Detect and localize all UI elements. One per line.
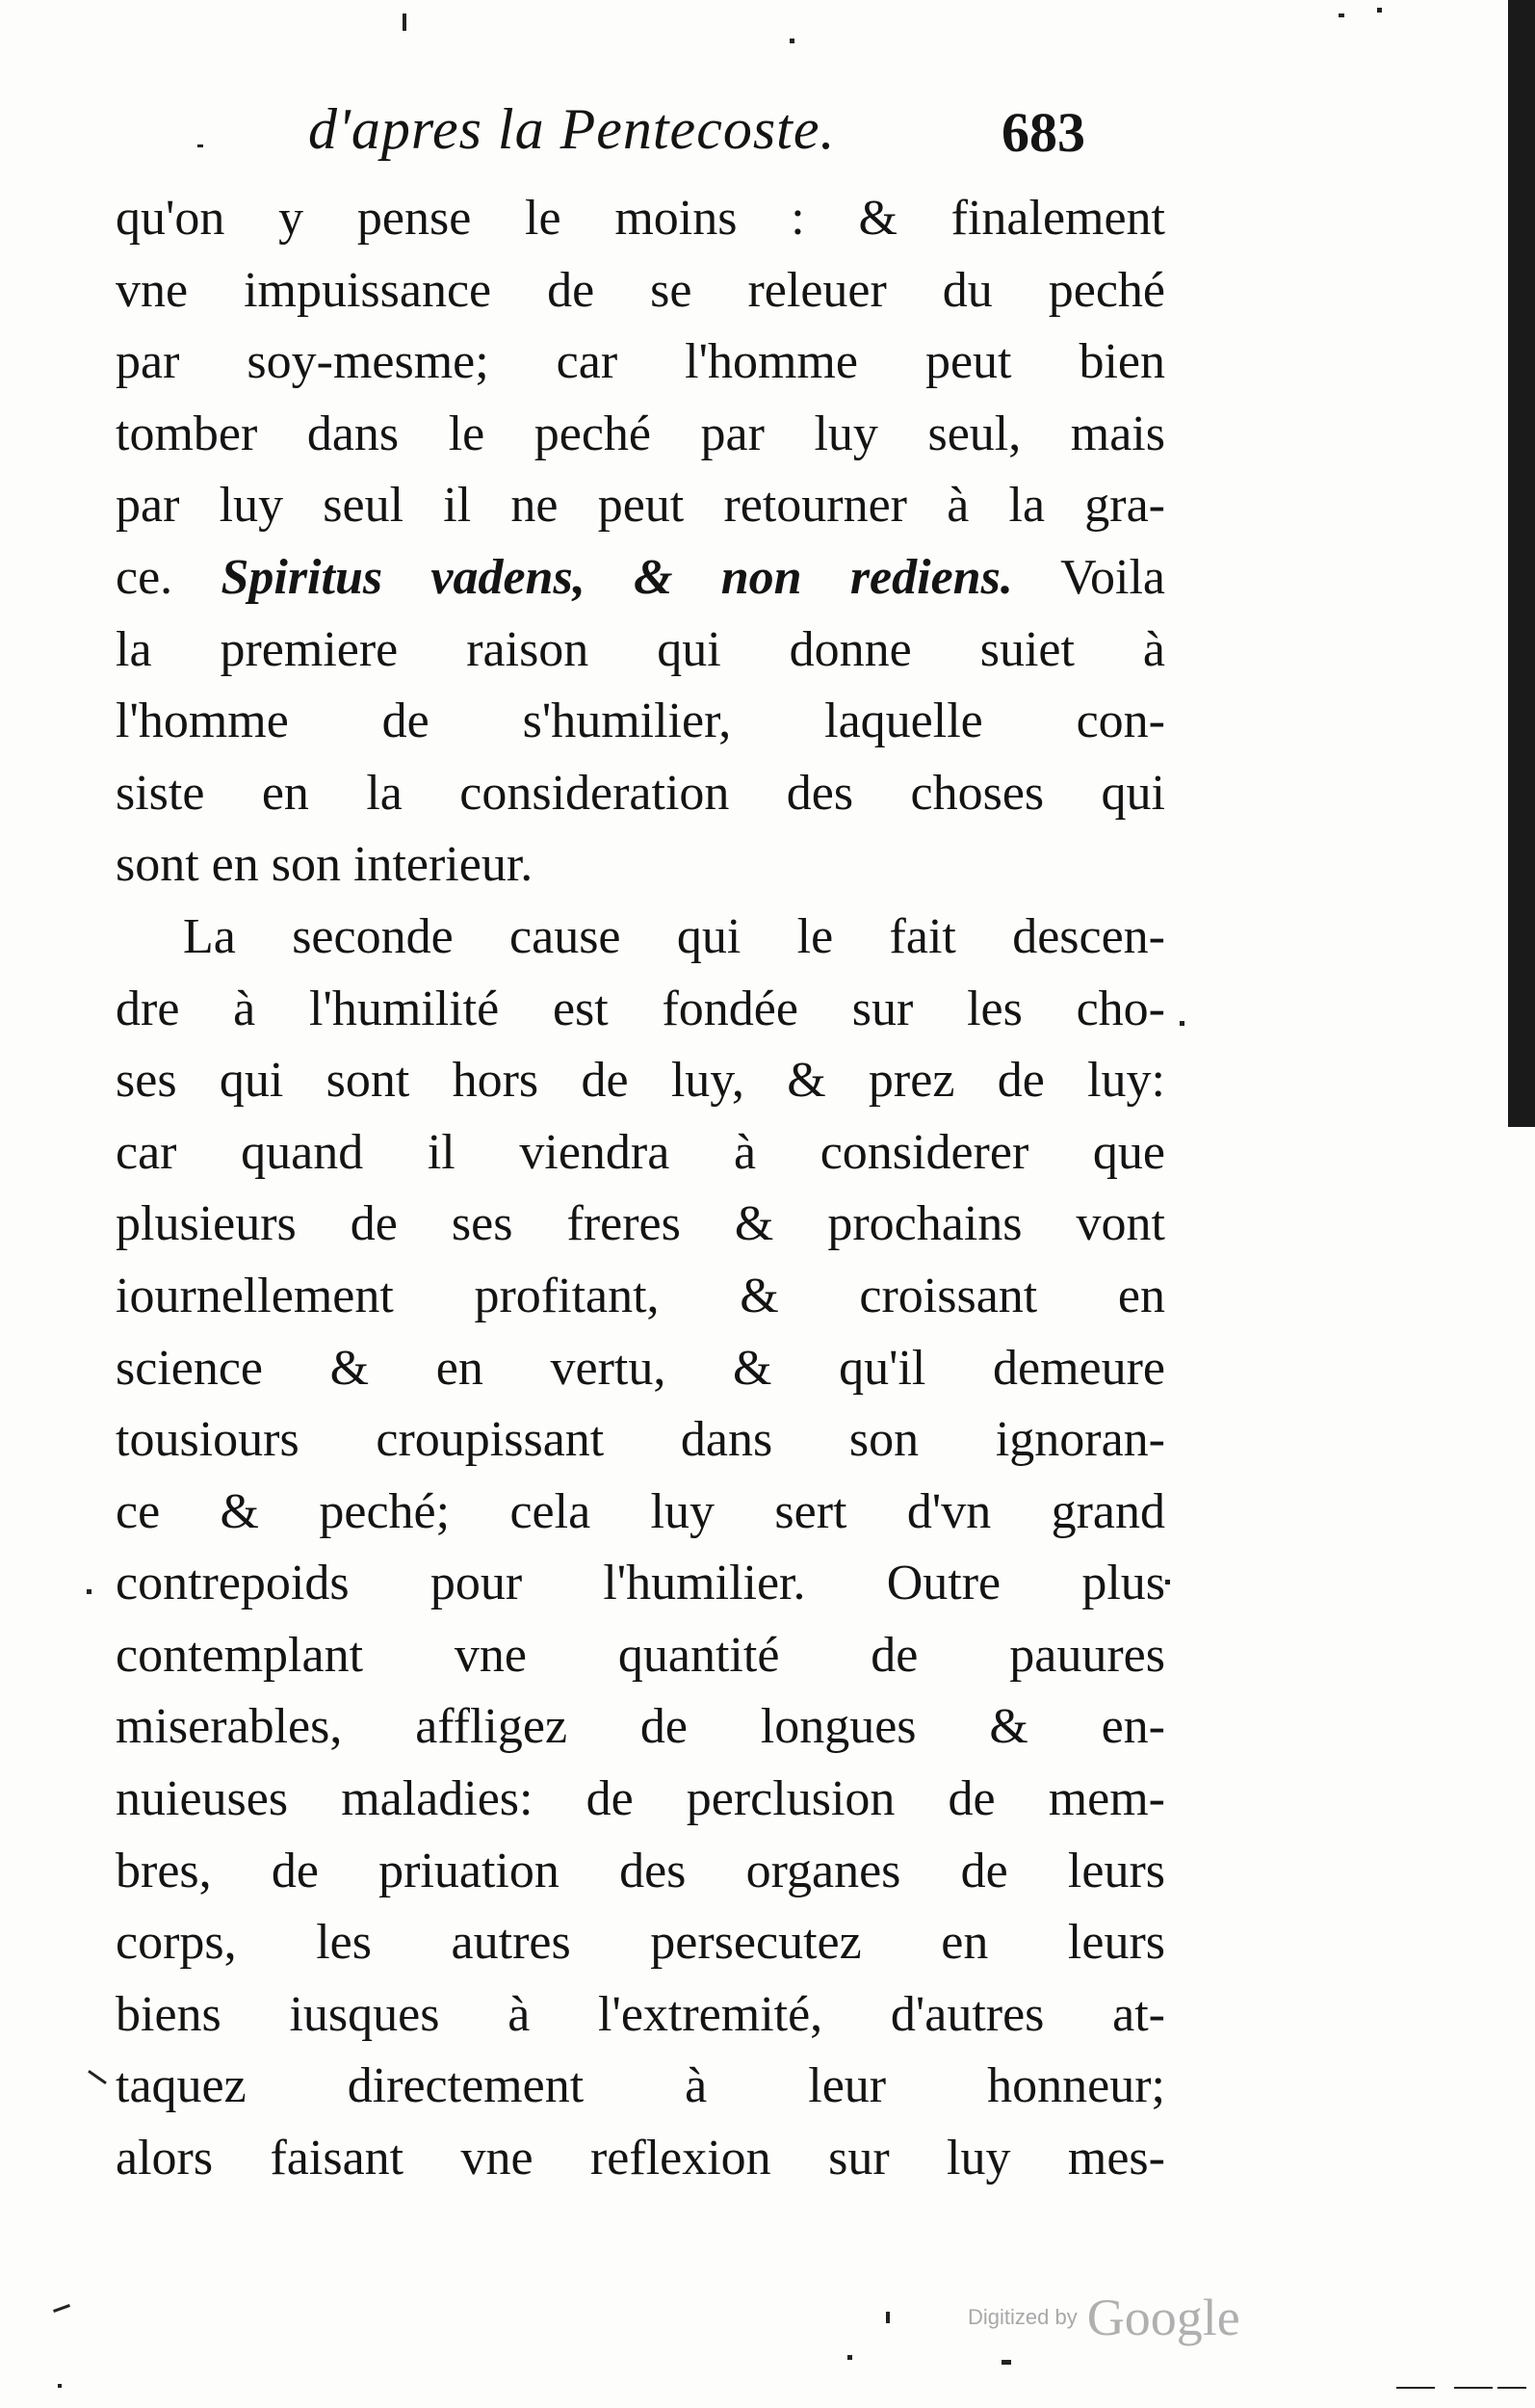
text-line: alors faisant vne reflexion sur luy mes- — [116, 2131, 1165, 2186]
text-fragment: ce. — [116, 549, 173, 605]
page-number: 683 — [1002, 101, 1085, 164]
page-edge-shadow — [1508, 0, 1535, 1127]
scan-speck — [1180, 1021, 1184, 1026]
text-line: nuieuses maladies: de perclusion de mem- — [116, 1771, 1165, 1827]
text-line-latin-quote — [116, 542, 1165, 615]
scan-speck — [847, 2355, 852, 2360]
scan-speck — [87, 1589, 91, 1594]
text-line: tousiours croupissant dans son ignoran- — [116, 1412, 1165, 1468]
text-line: vne impuissance de se releuer du peché — [116, 262, 1165, 318]
page-header — [308, 96, 1175, 183]
body-text — [116, 183, 1165, 2195]
text-line: par soy-mesme; car l'homme peut bien — [116, 334, 1165, 390]
text-line: taquez directement à leur honneur; — [116, 2058, 1165, 2114]
text-line: contrepoids pour l'humilier. Outre plus — [116, 1556, 1165, 1611]
text-line: ses qui sont hors de luy, & prez de luy: — [116, 1053, 1165, 1109]
scan-speck — [790, 39, 794, 43]
paragraph-start-line: La seconde cause qui le fait descen- — [183, 908, 1165, 964]
scan-speck — [1497, 2387, 1526, 2389]
digitized-by-watermark — [968, 2288, 1240, 2355]
scan-speck — [1377, 8, 1382, 13]
running-title: d'apres la Pentecoste. — [308, 97, 836, 161]
text-line: dre à l'humilité est fondée sur les cho- — [116, 981, 1165, 1036]
text-line: car quand il viendra à considerer que — [116, 1124, 1165, 1180]
latin-quotation: Spiritus vadens, & non rediens. — [221, 549, 1013, 605]
text-line: biens iusques à l'extremité, d'autres at- — [116, 1986, 1165, 2042]
text-line: corps, les autres persecutez en leurs — [116, 1915, 1165, 1971]
text-line: plusieurs de ses freres & prochains vont — [116, 1196, 1165, 1252]
text-line: l'homme de s'humilier, laquelle con- — [116, 694, 1165, 749]
scan-speck — [1002, 2360, 1011, 2365]
text-line: science & en vertu, & qu'il demeure — [116, 1340, 1165, 1396]
scan-speck — [886, 2312, 890, 2323]
text-line: tomber dans le peché par luy seul, mais — [116, 406, 1165, 461]
text-line: ce & peché; cela luy sert d'vn grand — [116, 1483, 1165, 1539]
scan-speck — [197, 144, 203, 147]
text-line: contemplant vne quantité de pauures — [116, 1627, 1165, 1683]
text-fragment: Voila — [1060, 549, 1165, 605]
text-line: siste en la consideration des choses qui — [116, 765, 1165, 821]
scan-speck — [1165, 1580, 1170, 1584]
text-line: qu'on y pense le moins : & finalement — [116, 191, 1165, 246]
scan-speck — [1454, 2387, 1493, 2389]
scan-speck — [88, 2070, 107, 2084]
google-logo: Google — [1086, 2289, 1240, 2346]
text-line: miserables, affligez de longues & en- — [116, 1699, 1165, 1755]
text-line: par luy seul il ne peut retourner à la gra- — [116, 478, 1165, 534]
text-line: bres, de priuation des organes de leurs — [116, 1843, 1165, 1898]
scan-speck — [53, 2304, 70, 2313]
scan-speck — [58, 2384, 62, 2388]
text-line: sont en son interieur. — [116, 837, 533, 893]
text-line: iournellement profitant, & croissant en — [116, 1268, 1165, 1323]
scan-speck — [1396, 2387, 1435, 2389]
digitized-by-label: Digitized by — [968, 2305, 1078, 2329]
text-line: la premiere raison qui donne suiet à — [116, 621, 1165, 677]
scan-speck — [1339, 13, 1344, 17]
scan-speck — [403, 13, 406, 31]
